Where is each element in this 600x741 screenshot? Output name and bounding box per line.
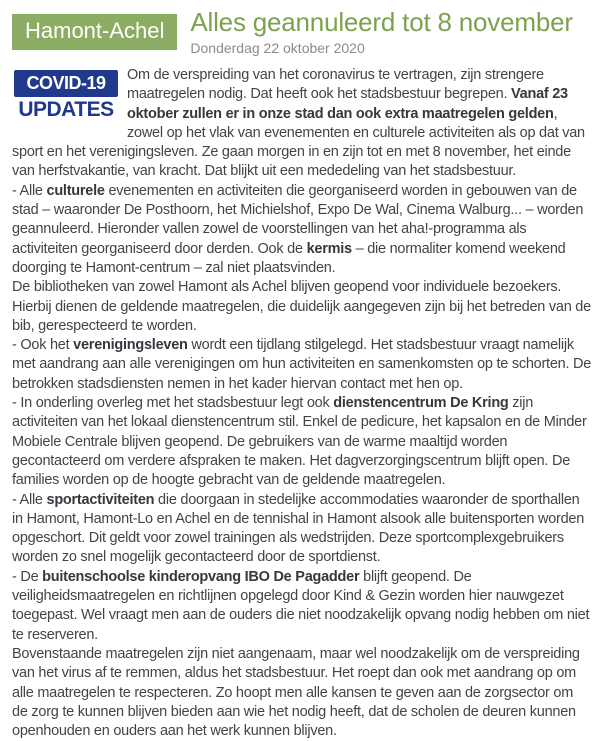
page-title: Alles geannuleerd tot 8 november [190,7,573,37]
article-paragraph: Om de verspreiding van het coronavirus te vertragen, zijn strengere maatregelen nodig. Dat heeft ook het stadsbestuur begrepen. Vanaf 23 oktober zullen er in onze stad dan ook extra maatregelen gelden, zowel op het vlak van evenementen en culturele activiteiten als op dat van sport en het verenigingsleven. Ze gaan morgen in en zijn tot en met 8 november, het einde van herfstvakantie, van kracht. Dat blijkt uit een mededeling van het stadsbestuur. [12,67,585,180]
article-paragraph: - In onderling overleg met het stadsbestuur legt ook dienstencentrum De Kring zijn activiteiten van het lokaal dienstencentrum stil. Enkel de pedicure, het kapsalon en de Minder Mobiele Centrale blijven geopend. De gebruikers van de warme maaltijd worden gecontacteerd om verdere afspraken te maken. Het dagverzorgingscentrum blijft open. De families worden op de hoogte gebracht van de geldende maatregelen. [12,395,587,489]
article-paragraph: Bovenstaande maatregelen zijn niet aangenaam, maar wel noodzakelijk om de verspreiding van het virus af te remmen, aldus het stadsbestuur. Het roept dan ook met aandrang op om alle maatregelen te respecteren. Zo hoopt men alle kansen te geven aan de zorgsector om de zorg te kunnen blijven bieden aan wie het nodig heeft, dat de scholen de deuren kunnen openhouden en ouders aan het werk kunnen blijven. [12,645,580,740]
article-paragraph: De bibliotheken van zowel Hamont als Achel blijven geopend voor individuele bezoekers. Hierbij dienen de geldende maatregelen, die duidelijk aangegeven zijn bij het betreden van de bib, gerespecteerd te worden. [12,279,591,334]
article-paragraph: - De buitenschoolse kinderopvang IBO De Pagadder blijft geopend. De veiligheidsmaatregelen en richtlijnen opgelegd door Kind & Gezin worden hier nauwgezet toegepast. Wel vraagt men aan de ouders die niet noodzakelijk opvang nodig hebben om niet te reserveren. [12,568,590,643]
page-header [0,0,600,57]
covid-updates-logo [14,67,118,141]
article-paragraph: - Alle sportactiviteiten die doorgaan in stedelijke accommodaties waaronder de sporthallen in Hamont, Hamont-Lo en Achel en de tennishal in Hamont alsook alle buitensporten worden opgeschort. Dit geldt voor zowel trainingen als wedstrijden. Deze sportcomplexgebruikers worden zo snel mogelijk gecontacteerd door de sportdienst. [12,491,585,566]
covid-badge-label: COVID-19 [14,70,118,97]
article-body [0,57,600,741]
covid-updates-label: UPDATES [18,98,114,121]
article-paragraph: - Ook het verenigingsleven wordt een tijdlang stilgelegd. Het stadsbestuur vraagt namelijk met aandrang aan alle verenigingen om hun activiteiten en samenkomsten op te schorten. De betrokken stadsdiensten nemen in het kader hiervan contact met hen op. [12,337,592,392]
article-paragraph: - Alle culturele evenementen en activiteiten die georganiseerd worden in gebouwen van de stad – waaronder De Posthoorn, het Michielshof, Expo De Wal, Cinema Walburg... – worden geannuleerd. Hieronder vallen zowel de voorstellingen van het aha!-programma als activiteiten georganiseerd door derden. Ook de kermis – die normaliter komend weekend doorging te Hamont-centrum – zal niet plaatsvinden. [12,182,584,276]
municipality-logo: Hamont-Achel [12,14,177,50]
header-text [190,6,572,57]
publication-date: Donderdag 22 oktober 2020 [190,40,365,56]
